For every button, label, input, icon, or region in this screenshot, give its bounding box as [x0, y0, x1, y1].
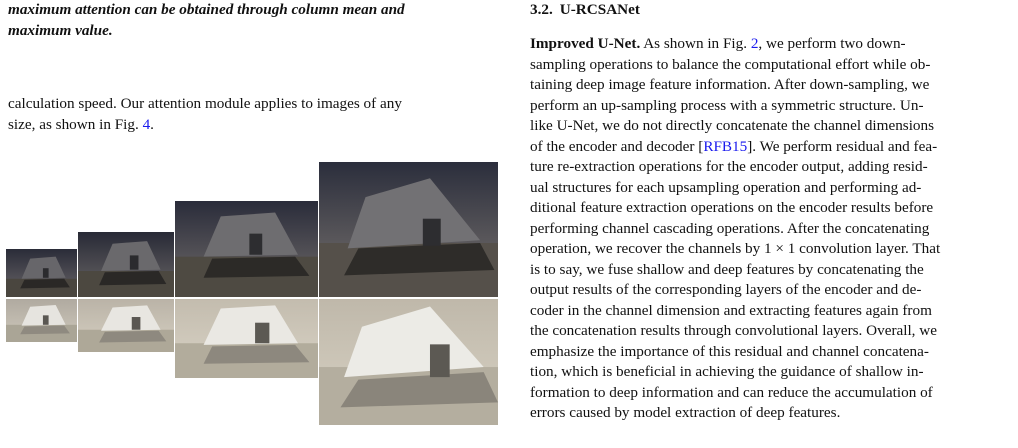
text-line: tion, which is beneficial in achieving the guidance of shallow in-	[530, 363, 924, 380]
figure-caption-end	[8, 0, 498, 41]
text-span: As shown in Fig.	[640, 35, 748, 52]
text-line: coder in the channel dimension and extracting features again from	[530, 301, 932, 319]
text-line: is to say, we fuse shallow and deep features by concatenating the	[530, 260, 924, 278]
figure-tile-dark-medium	[78, 232, 174, 297]
figure-tile-dark-large	[175, 201, 318, 297]
text-line	[530, 137, 1016, 158]
text-span: , we perform two down-	[758, 35, 906, 52]
text-line: taining deep image feature information. After down-sampling, we	[530, 76, 930, 93]
text-line: sampling operations to balance the computational effort while ob-	[530, 55, 931, 73]
text-line: performing channel cascading operations. After the concatenating	[530, 219, 930, 237]
text-line	[530, 34, 1016, 55]
figure-reference-link[interactable]: 2	[750, 35, 759, 52]
text-line: like U-Net, we do not directly concatenate the channel dimensions	[530, 117, 935, 134]
section-body	[530, 34, 1016, 424]
citation-link[interactable]: RFB15	[703, 137, 748, 155]
text-line: errors caused by model extraction of deep features.	[530, 404, 841, 421]
section-title: U-RCSANet	[559, 1, 640, 18]
text-span: size, as shown in Fig.	[8, 115, 139, 133]
figure-reference-link[interactable]: 4	[142, 115, 151, 133]
text-line: the concatenation results through convolutional layers. Overall, we	[530, 322, 937, 339]
figure-tile-bright-small	[6, 299, 77, 342]
figure-tile-bright-large	[175, 299, 318, 378]
text-line: formation to deep information and can reduce the accumulation of	[530, 383, 933, 401]
figure-tile-bright-xlarge	[319, 299, 498, 425]
caption-line: maximum value.	[8, 21, 113, 39]
paragraph	[8, 94, 478, 135]
caption-line: maximum attention can be obtained through column mean and	[8, 1, 405, 18]
text-span: .	[150, 115, 154, 133]
paragraph-lead: Improved U-Net.	[530, 35, 641, 52]
figure-tile-dark-xlarge	[319, 162, 498, 297]
text-line: emphasize the importance of this residual and channel concatena-	[530, 342, 929, 360]
section-heading	[530, 0, 640, 20]
text-line: ual structures for each upsampling operation and performing ad-	[530, 178, 922, 196]
text-line: perform an up-sampling process with a symmetric structure. Un-	[530, 96, 924, 114]
figure-tile-bright-medium	[78, 299, 174, 352]
text-line: operation, we recover the channels by 1 × 1 convolution layer. That	[530, 240, 941, 257]
text-span: of the encoder and decoder [	[530, 137, 704, 155]
figure-4-image-grid	[6, 158, 498, 448]
figure-tile-dark-small	[6, 249, 77, 297]
text-line: output results of the corresponding layers of the encoder and de-	[530, 281, 922, 298]
text-span: ]. We perform residual and fea-	[747, 137, 938, 155]
text-line: ture re-extraction operations for the encoder output, adding resid-	[530, 158, 928, 175]
text-line	[8, 115, 478, 136]
text-line: calculation speed. Our attention module applies to images of any	[8, 95, 402, 112]
text-line: ditional feature extraction operations on the encoder results before	[530, 199, 934, 216]
section-number: 3.2.	[530, 1, 553, 18]
